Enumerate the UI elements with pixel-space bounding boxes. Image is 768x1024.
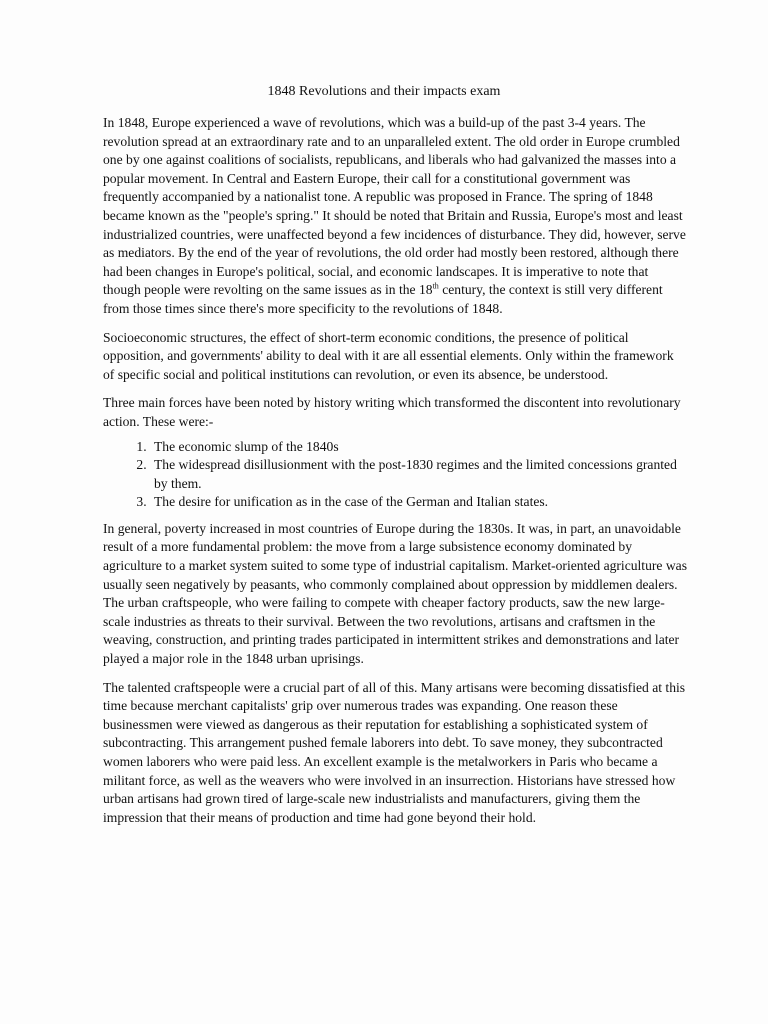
paragraph-poverty: In general, poverty increased in most countries of Europe during the 1830s. It was, in part, an unavoidable result of a more fundamental problem: the move from a large subsistence economy dominated by agriculture to a market system suited to some type of industrial capitalism. Market-oriented agriculture was usually seen negatively by peasants, who commonly complained about oppression by middlemen dealers. The urban craftspeople, who were failing to compete with cheaper factory products, saw the new large-scale industries as threats to their survival. Between the two revolutions, artisans and craftsmen in the weaving, construction, and printing trades participated in intermittent strikes and demonstrations and later played a major role in the 1848 urban uprisings. bbox=[103, 520, 687, 667]
list-item: 3. The desire for unification as in the case of the German and Italian states. bbox=[150, 493, 688, 512]
list-item: 2. The widespread disillusionment with the post-1830 regimes and the limited concessions granted by them. bbox=[150, 456, 688, 493]
paragraph-intro-text-a: In 1848, Europe experienced a wave of revolutions, which was a build-up of the past 3-4 years. The revolution spread at an extraordinary rate and to an unparalleled extent. The old order in Europe crumbled one by one against coalitions of socialists, republicans, and liberals who had galvanized the masses into a popular movement. In Central and Eastern Europe, their call for a constitutional government was frequently accompanied by a nationalist tone. A republic was proposed in France. The spring of 1848 became known as the "people's spring." It should be noted that Britain and Russia, Europe's most and least industrialized countries, were unaffected beyond a few incidences of disturbance. They did, however, serve as mediators. By the end of the year of revolutions, the old order had mostly been restored, although there had been changes in Europe's political, social, and economic landscapes. It is imperative to note that though people were revolting on the same issues as in the 18 bbox=[103, 115, 686, 298]
forces-list bbox=[103, 438, 688, 512]
paragraph-craftspeople: The talented craftspeople were a crucial part of all of this. Many artisans were becoming dissatisfied at this time because merchant capitalists' grip over numerous trades was expanding. One reason these businessmen were viewed as dangerous as their reputation for establishing a sophisticated system of subcontracting. This arrangement pushed female laborers into debt. To save money, they subcontracted women laborers who were paid less. An excellent example is the metalworkers in Paris who became a militant force, as well as the weavers who were involved in an insurrection. Historians have stressed how urban artisans had grown tired of large-scale new industrialists and manufacturers, giving them the impression that their means of production and time had gone beyond their hold. bbox=[103, 679, 686, 825]
document-body bbox=[103, 114, 688, 837]
ordinal-superscript: th bbox=[432, 281, 439, 291]
list-item: 1. The economic slump of the 1840s bbox=[150, 438, 688, 457]
document-title: 1848 Revolutions and their impacts exam bbox=[267, 84, 501, 99]
paragraph-socioeconomic: Socioeconomic structures, the effect of short-term economic conditions, the presence of political opposition, and governments' ability to deal with it are all essential elements. Only within the framework of specific social and political institutions can revolution, or even its absence, be understood. bbox=[103, 329, 674, 382]
paragraph-three-forces: Three main forces have been noted by history writing which transformed the discontent into revolutionary action. These were:- bbox=[103, 395, 681, 429]
paragraph-intro bbox=[103, 114, 688, 319]
paragraph-intro-text-b: century, the context is still very different from those times since there's more specificity to the revolutions of 1848. bbox=[103, 282, 663, 316]
